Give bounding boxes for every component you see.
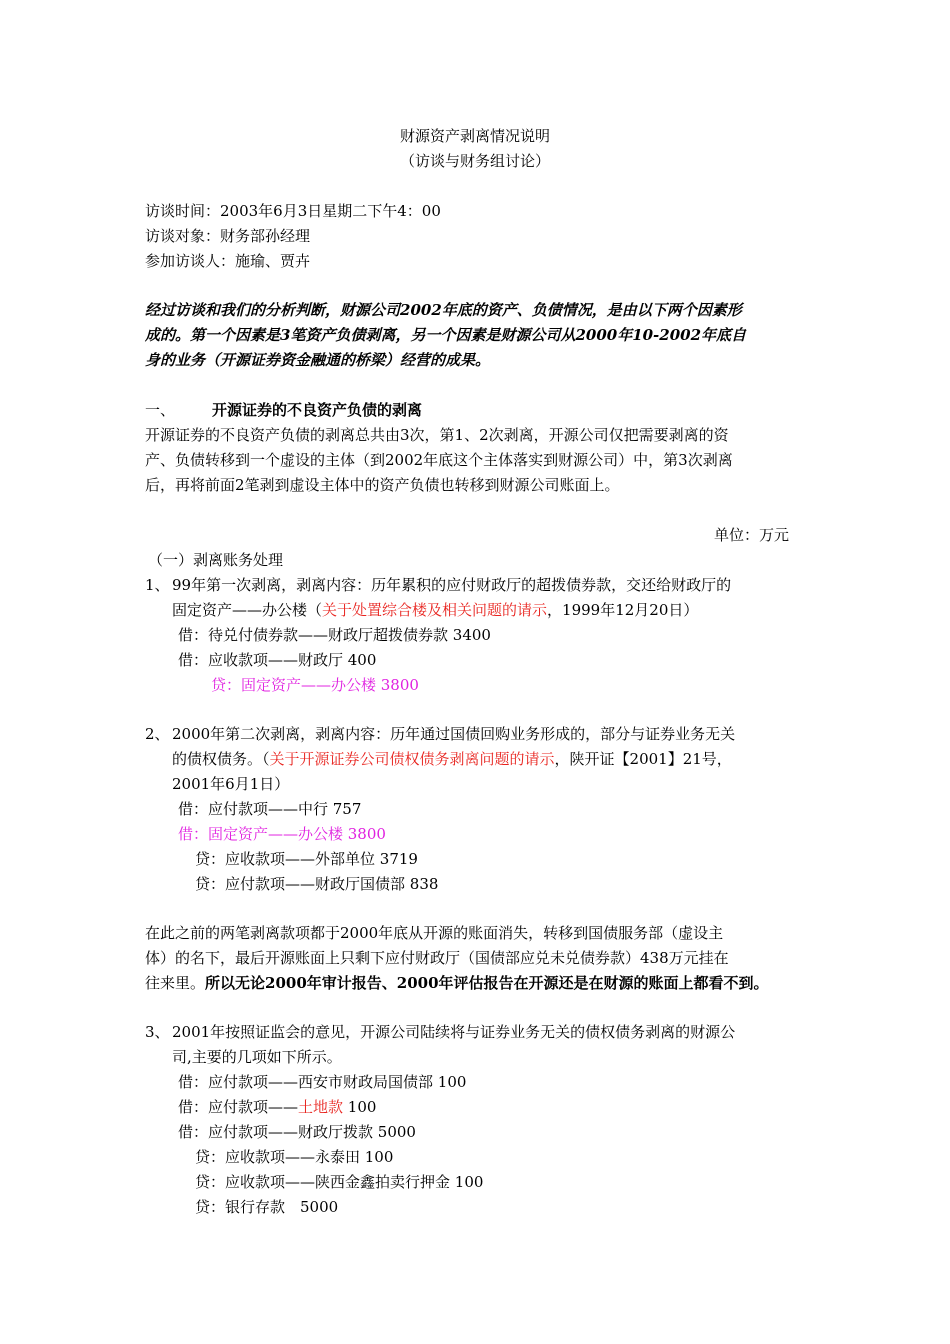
item-text: 2000年第二次剥离，剥离内容：历年通过国债回购业务形成的，部分与证券业务无关 bbox=[172, 725, 736, 743]
item-text-part: ，陕开证【2001】21号， bbox=[554, 750, 732, 768]
section-heading: 开源证券的不良资产负债的剥离 bbox=[212, 401, 423, 419]
summary-line: 身的业务（开源证券资金融通的桥梁）经营的成果。 bbox=[145, 351, 491, 369]
entry-text-part: 100 bbox=[343, 1098, 377, 1116]
item-number: 2、 bbox=[145, 725, 170, 743]
paragraph-text: 往来里。 bbox=[145, 974, 206, 992]
credit-entry: 贷：应收款项——陕西金鑫拍卖行押金 100 bbox=[195, 1173, 484, 1191]
item-text: 2001年按照证监会的意见，开源公司陆续将与证券业务无关的债权债务剥离的财源公 bbox=[172, 1023, 736, 1041]
credit-entry: 贷：应收款项——外部单位 3719 bbox=[195, 850, 418, 868]
document-reference: 关于处置综合楼及相关问题的请示 bbox=[322, 601, 548, 619]
section-number: 一、 bbox=[145, 401, 176, 419]
item-text-part: 固定资产——办公楼（ bbox=[172, 601, 323, 619]
debit-entry: 借：待兑付债券款——财政厅超拨债券款 3400 bbox=[178, 626, 491, 644]
debit-entry: 借：应收款项——财政厅 400 bbox=[178, 651, 377, 669]
credit-entry: 贷：银行存款 5000 bbox=[195, 1198, 339, 1216]
page-subtitle: （访谈与财务组讨论） bbox=[399, 152, 550, 170]
paragraph-emphasis: 所以无论2000年审计报告、2000年评估报告在开源还是在财源的账面上都看不到。 bbox=[205, 974, 769, 992]
credit-entry: 贷：应收款项——永泰田 100 bbox=[195, 1148, 394, 1166]
paragraph-line: 体）的名下，最后开源账面上只剩下应付财政厅（国债部应兑未兑债券款）438万元挂在 bbox=[145, 949, 729, 967]
entry-text-part: 借：应付款项—— bbox=[178, 1098, 299, 1116]
highlighted-item: 土地款 bbox=[298, 1098, 344, 1116]
item-number: 3、 bbox=[145, 1023, 170, 1041]
section-paragraph-line: 开源证券的不良资产负债的剥离总共由3次，第1、2次剥离，开源公司仅把需要剥离的资 bbox=[145, 426, 729, 444]
item-text bbox=[172, 747, 732, 772]
interview-subject: 访谈对象：财务部孙经理 bbox=[145, 227, 311, 245]
unit-label: 单位：万元 bbox=[714, 526, 790, 544]
debit-entry bbox=[178, 1095, 376, 1120]
item-number: 1、 bbox=[145, 576, 170, 594]
paragraph-line bbox=[145, 971, 769, 996]
debit-entry: 借：固定资产——办公楼 3800 bbox=[178, 825, 386, 843]
subsection-heading: （一）剥离账务处理 bbox=[148, 551, 284, 569]
item-text-part: 的债权债务。（ bbox=[172, 750, 270, 768]
debit-entry: 借：应付款项——财政厅拨款 5000 bbox=[178, 1123, 416, 1141]
item-text-part: ，1999年12月20日） bbox=[547, 601, 699, 619]
debit-entry: 借：应付款项——中行 757 bbox=[178, 800, 362, 818]
summary-line: 经过访谈和我们的分析判断，财源公司2002年底的资产、负债情况，是由以下两个因素形 bbox=[145, 301, 742, 319]
section-paragraph-line: 产、负债转移到一个虚设的主体（到2002年底这个主体落实到财源公司）中，第3次剥离 bbox=[145, 451, 733, 469]
debit-entry: 借：应付款项——西安市财政局国债部 100 bbox=[178, 1073, 467, 1091]
page-title: 财源资产剥离情况说明 bbox=[399, 127, 550, 145]
paragraph-line: 在此之前的两笔剥离款项都于2000年底从开源的账面消失，转移到国债服务部（虚设主 bbox=[145, 924, 724, 942]
section-paragraph-line: 后，再将前面2笔剥到虚设主体中的资产负债也转移到财源公司账面上。 bbox=[145, 476, 620, 494]
credit-entry: 贷：应付款项——财政厅国债部 838 bbox=[195, 875, 439, 893]
item-text bbox=[172, 598, 698, 623]
item-text: 司,主要的几项如下所示。 bbox=[172, 1048, 342, 1066]
credit-entry: 贷：固定资产——办公楼 3800 bbox=[211, 676, 419, 694]
summary-line: 成的。第一个因素是3笔资产负债剥离，另一个因素是财源公司从2000年10-2002年底自 bbox=[145, 326, 747, 344]
document-reference: 关于开源证券公司债权债务剥离问题的请示 bbox=[269, 750, 555, 768]
interview-time: 访谈时间：2003年6月3日星期二下午4：00 bbox=[145, 202, 441, 220]
interviewers: 参加访谈人：施瑜、贾卉 bbox=[145, 252, 311, 270]
item-text: 2001年6月1日） bbox=[172, 775, 290, 793]
item-text: 99年第一次剥离，剥离内容：历年累积的应付财政厅的超拨债券款，交还给财政厅的 bbox=[172, 576, 732, 594]
